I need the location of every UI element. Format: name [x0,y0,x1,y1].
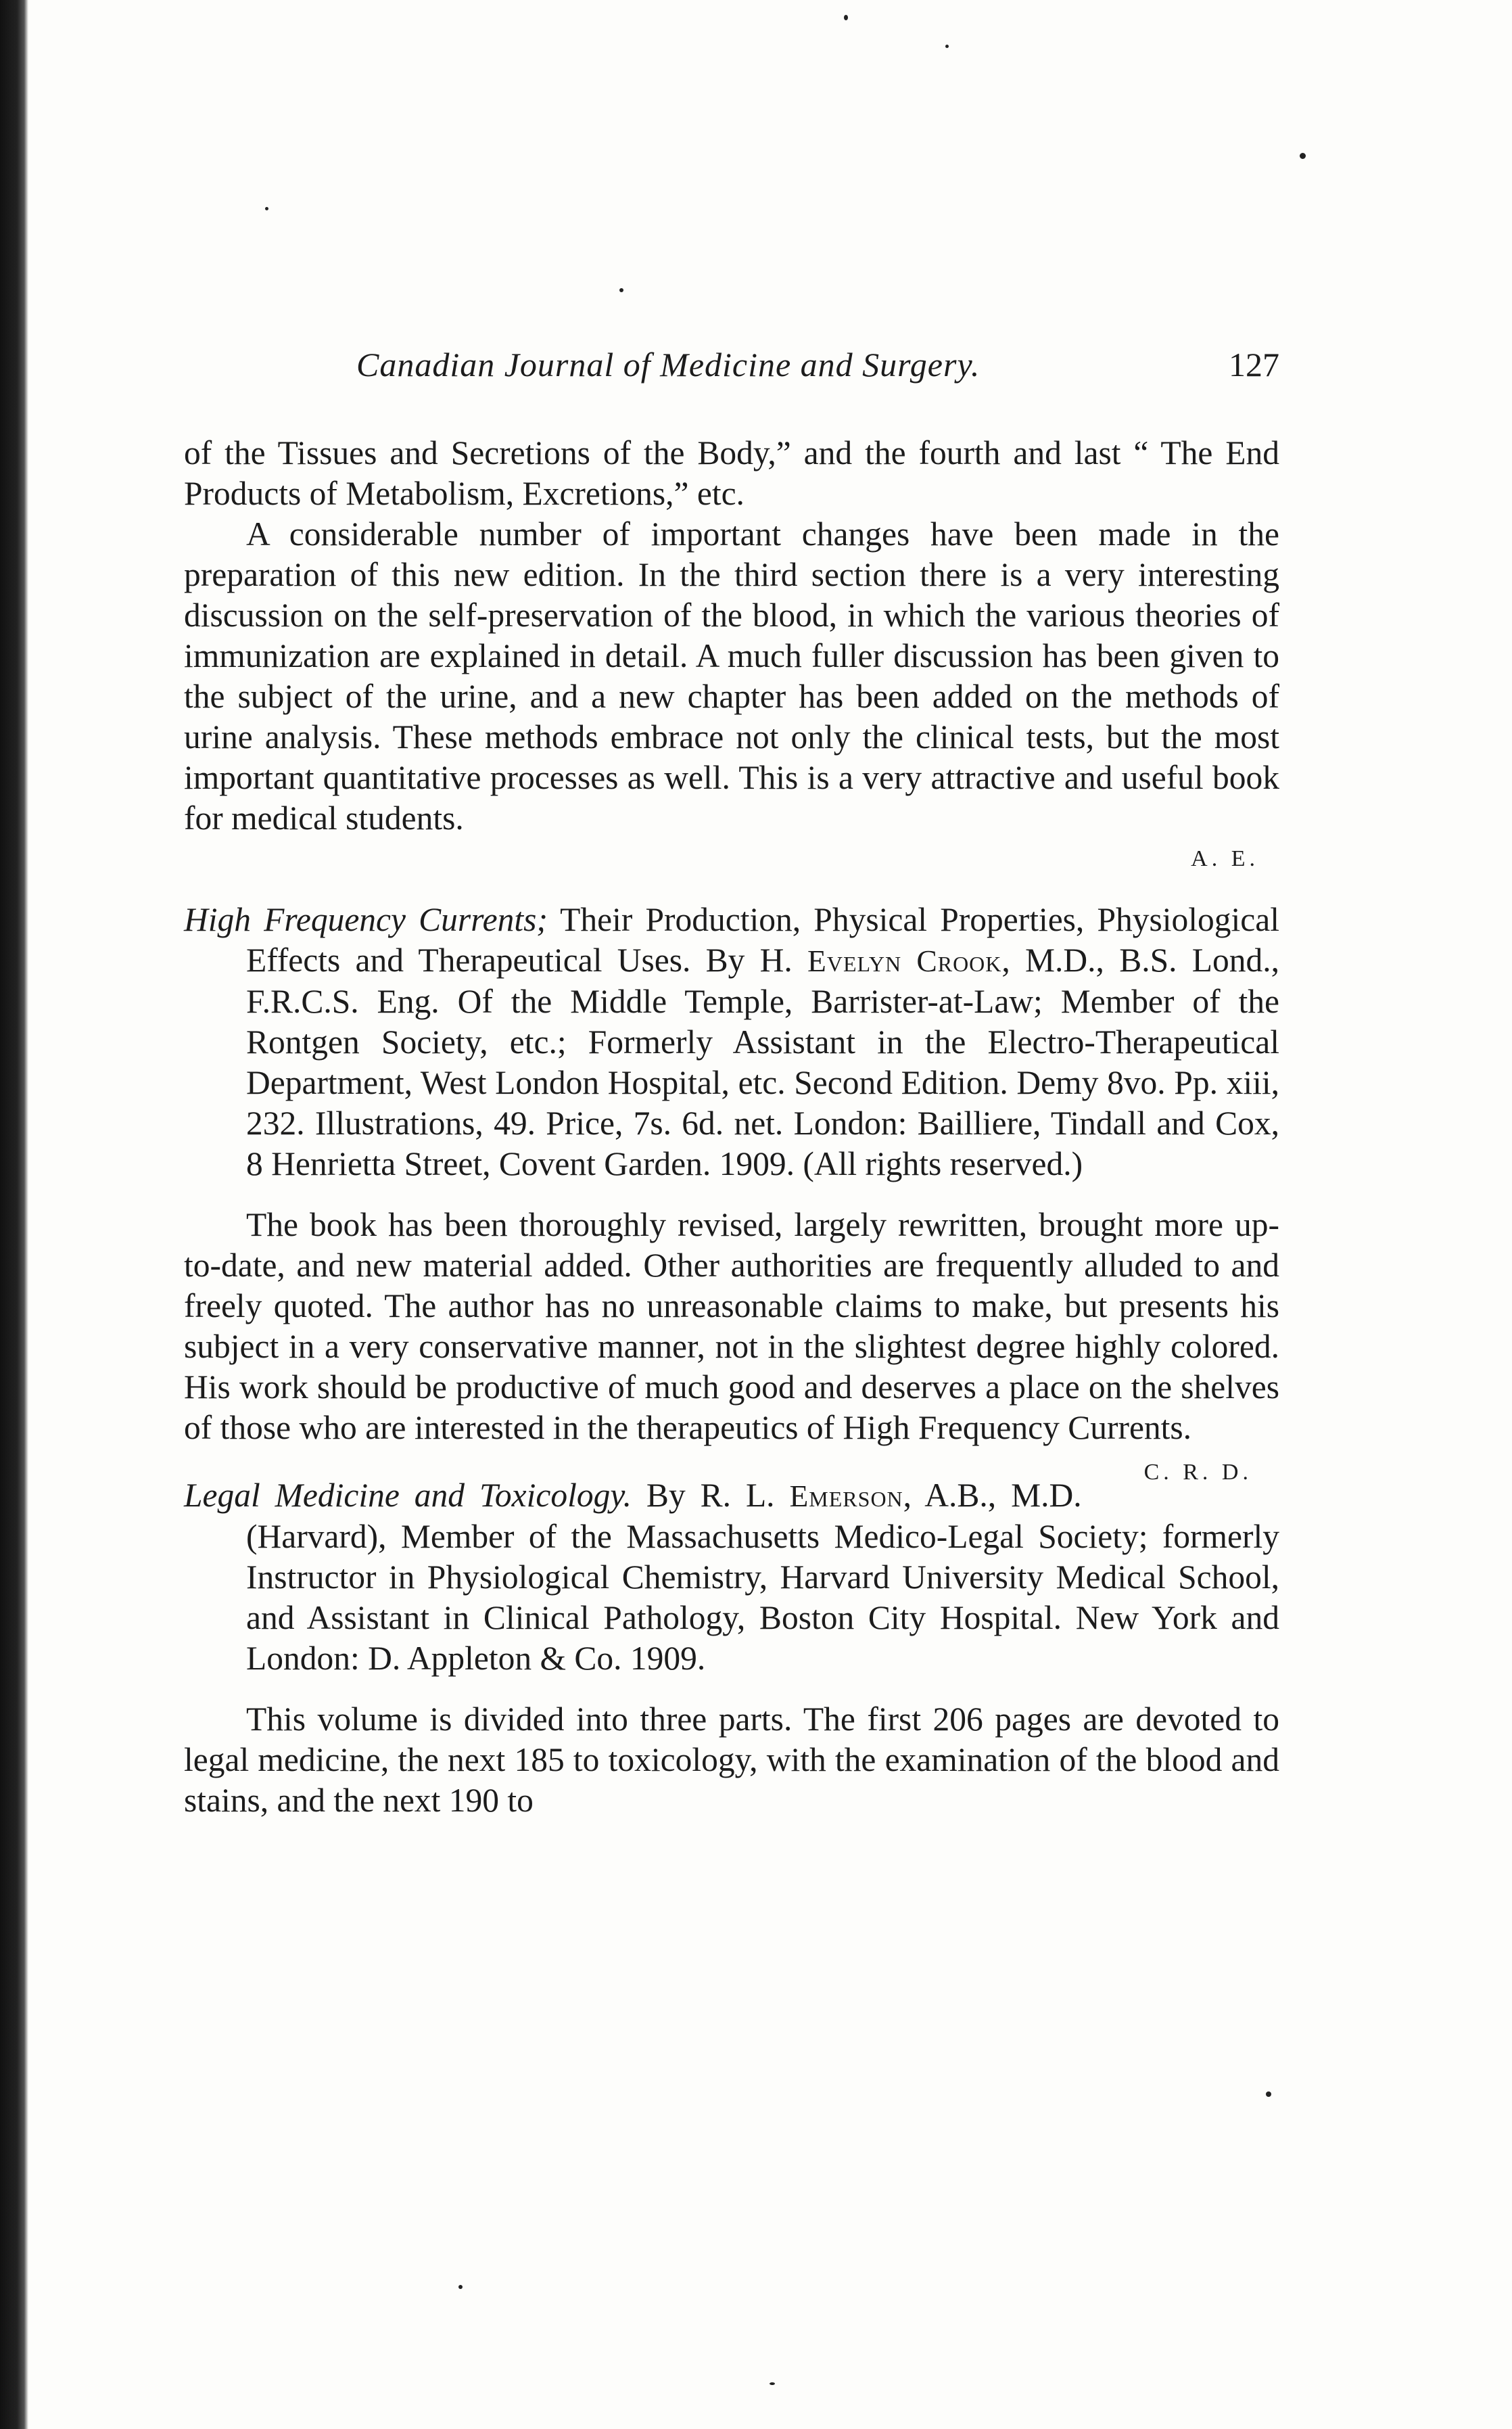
reviewer-initials: C. R. D. [1143,1460,1252,1485]
citation-text: , M.D., B.S. Lond., F.R.C.S. Eng. Of the Middle Temple, Barrister-at-Law; Member of the Rontgen Society, etc.; Formerly Assistant in the Electro-Therapeutical Department, West London Hospital, etc. Second Edition. Demy 8vo. Pp. xiii, 232. Illustrations, 49. Price, 7s. 6d. net. London: Bailliere, Tindall and Cox, 8 Henrietta Street, Covent Garden. 1909. (All rights reserved.) [246,942,1280,1182]
citation-text: Their Production, Physical Properties, Physiological Effects and Therapeutical Uses. By H. [246,901,1279,979]
print-speck [945,45,949,48]
page-body [184,433,1279,1821]
citation-text: , A.B., M.D. (Harvard), Member of the Massachusetts Medico-Legal Society; formerly Instructor in Physiological Chemistry, Harvard University Medical School, and Assistant in Clinical Pathology, Boston City Hospital. New York and London: D. Appleton & Co. 1909. [246,1477,1279,1677]
review-paragraph: This volume is divided into three parts. The first 206 pages are devoted to legal medicine, the next 185 to toxicology, with the examination of the blood and stains, and the next 190 to [184,1701,1279,1819]
review-text: The book has been thoroughly revised, largely rewritten, brought more up-to-date, and new material added. Other authorities are frequently alluded to and freely quoted. The author has no unreasonable claims to make, but presents his subject in a very conservative manner, not in the slightest degree highly colored. His work should be productive of much good and deserves a place on the shelves of those who are interested in the therapeutics of High Frequency Currents. [184,1206,1279,1446]
book-citation-high-frequency [184,900,1279,1184]
review-continuation-text: of the Tissues and Secretions of the Body,” and the fourth and last “ The End Products of Metabolism, Excretions,” etc. [184,434,1279,512]
citation-text: By R. L. [632,1477,790,1514]
print-speck [265,207,268,210]
running-header [184,345,1279,392]
author-name: Evelyn Crook [807,944,1002,978]
book-title: High Frequency Currents; [184,901,548,938]
review-paragraph: A considerable number of important changes have been made in the preparation of this new edition. In the third section there is a very interesting discussion on the self-preservation of the blood, in which the various theories of immunization are explained in detail. A much fuller discussion has been given to the subject of the urine, and a new chapter has been added on the methods of urine analysis. These methods embrace not only the clinical tests, but the most important quantitative processes as well. This is a very attractive and useful book for medical students. [184,515,1279,837]
running-title: Canadian Journal of Medicine and Surgery. [356,346,981,384]
page-number: 127 [1229,346,1279,384]
print-speck [1266,2091,1271,2097]
print-speck [1300,153,1306,159]
review-paragraph [184,1205,1279,1485]
print-speck [844,15,848,20]
book-citation-legal-medicine [184,1475,1279,1679]
reviewer-initials: A. E. [1191,846,1259,871]
book-binding-edge [0,0,28,2429]
author-name: Emerson [789,1479,903,1513]
book-title: Legal Medicine and Toxicology. [184,1477,632,1514]
print-speck [458,2285,463,2289]
print-speck [619,288,623,292]
print-speck [770,2382,775,2385]
